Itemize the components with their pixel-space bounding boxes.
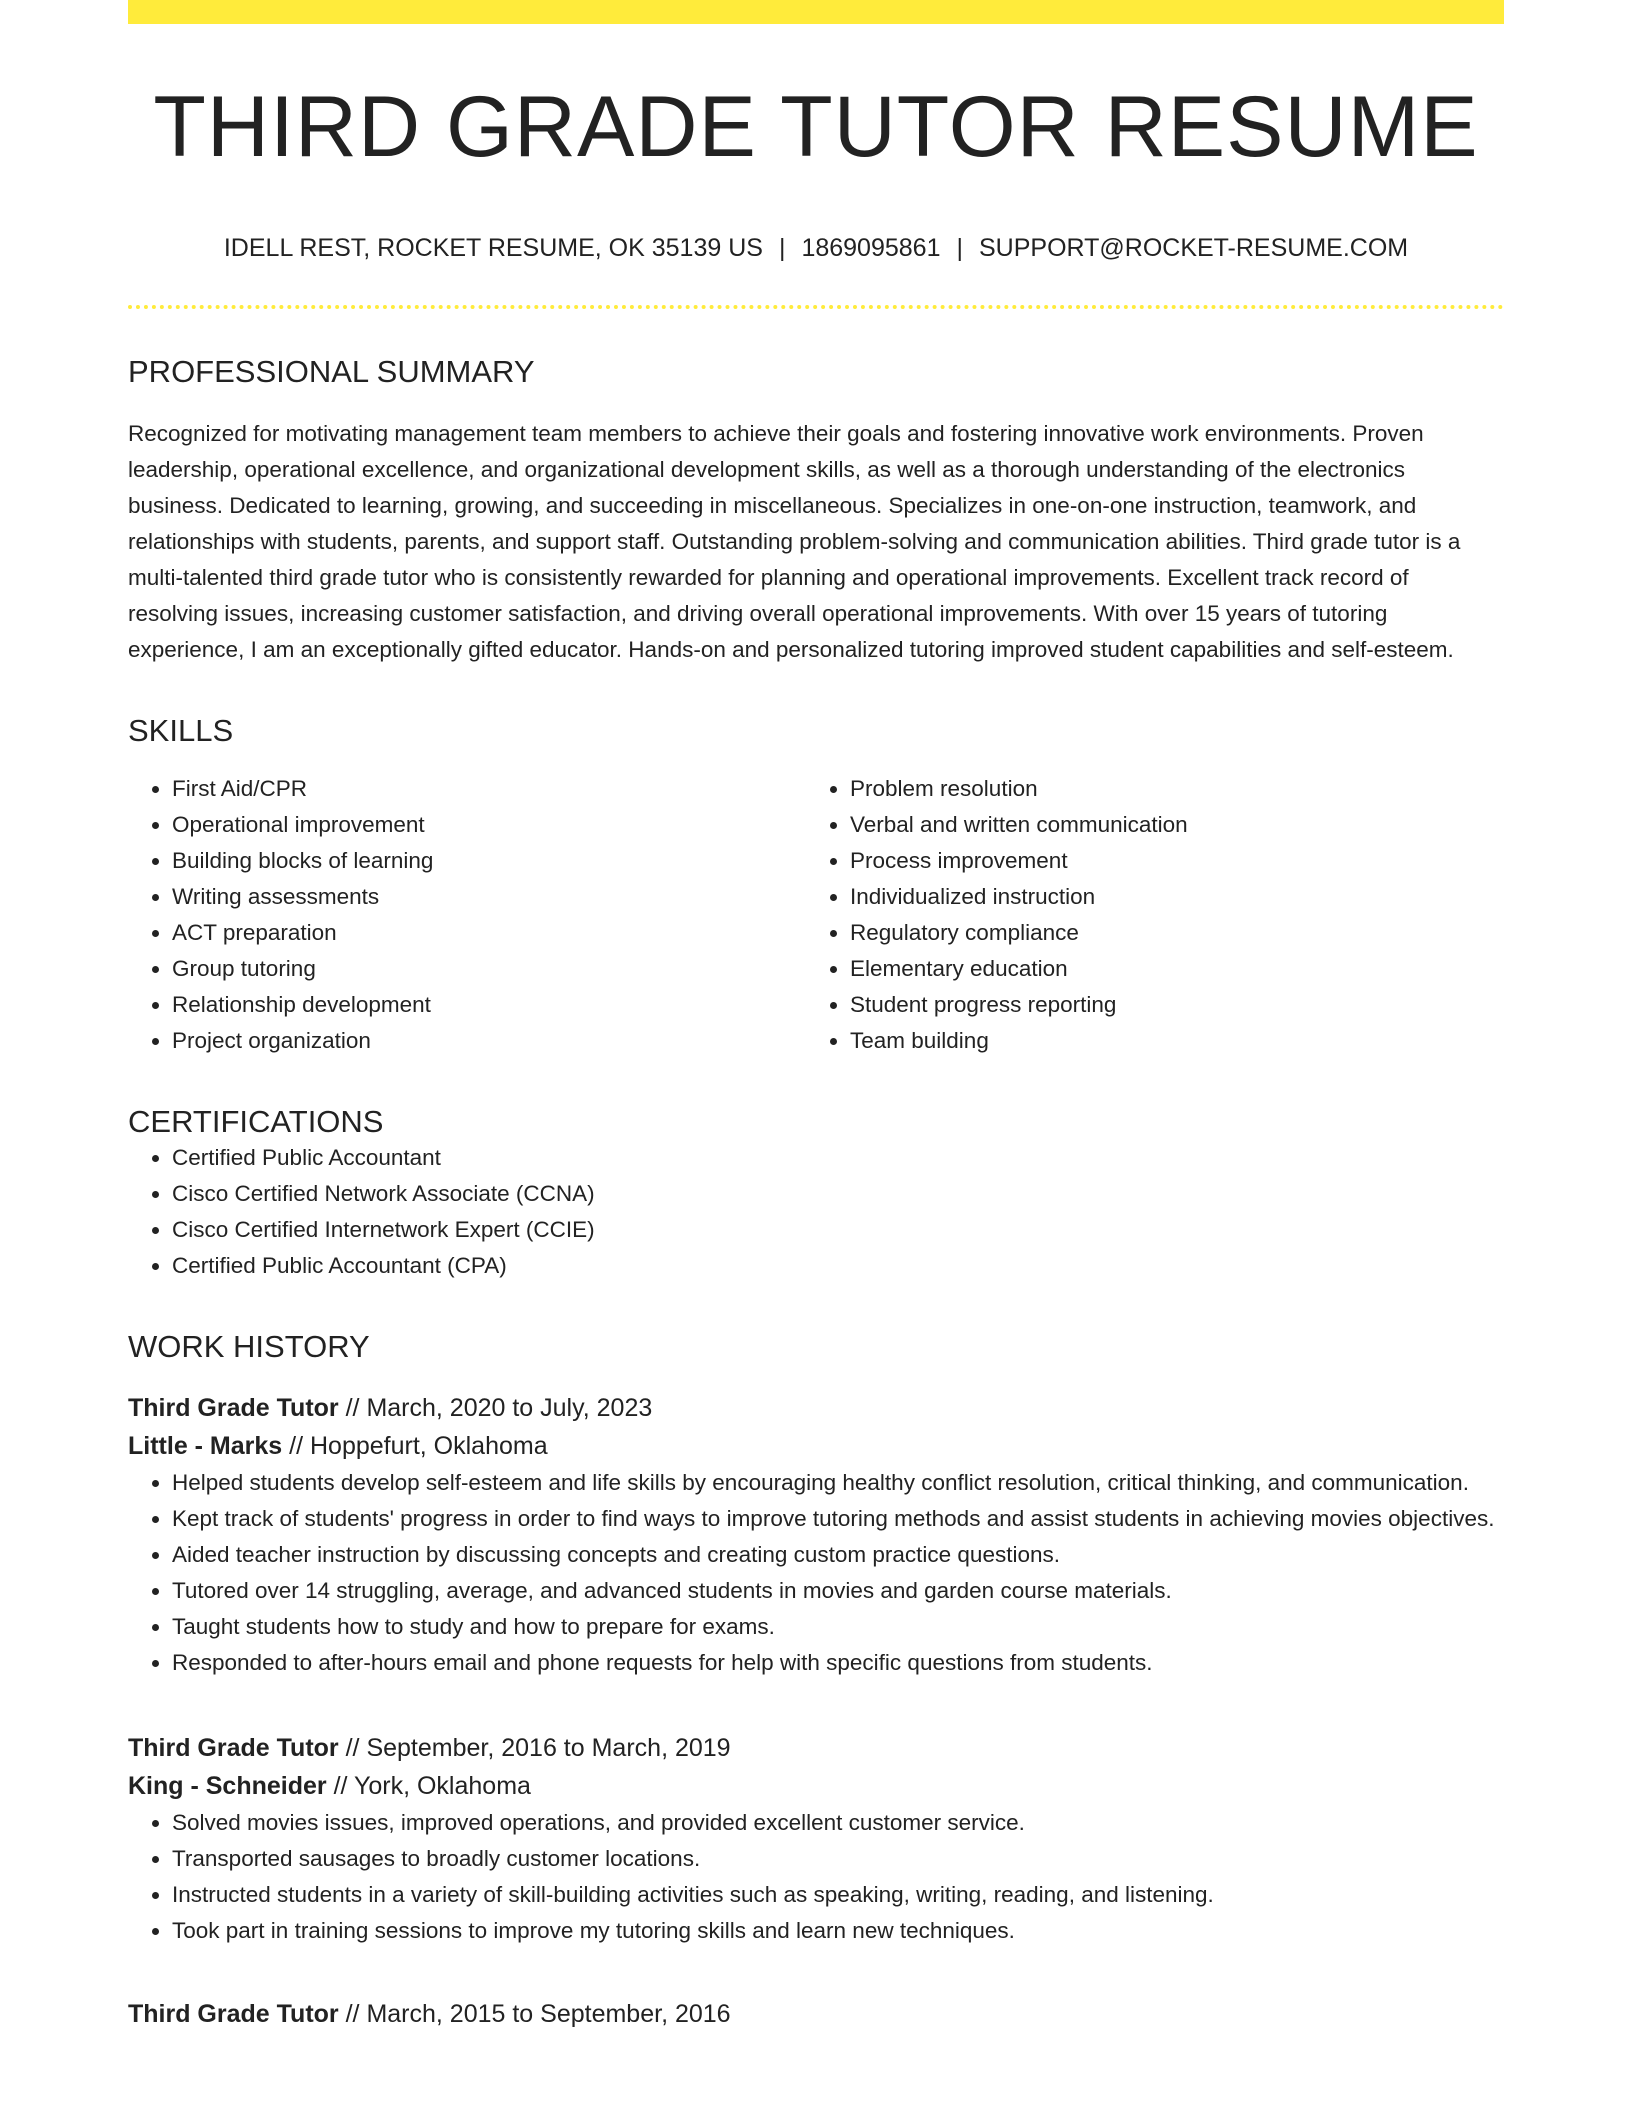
summary-text: Recognized for motivating management team members to achieve their goals and fostering innovative work environments. Proven leadership, operational excellence, and organizational development skills, as well as a thorough understanding of the electronics business. Dedicated to learning, growing, and succeeding in miscellaneous. Specializes in one-on-one instruction, teamwork, and relationships with students, parents, and support staff. Outstanding problem-solving and communication abilities. Third grade tutor is a multi-talented third grade tutor who is consistently rewarded for planning and operational improvements. Excellent track record of resolving issues, increasing customer satisfaction, and driving overall operational improvements. With over 15 years of tutoring experience, I am an exceptionally gifted educator. Hands-on and personalized tutoring improved student capabilities and self-esteem.: [128, 420, 1461, 662]
certification-item: • Cisco Certified Network Associate (CCNA): [172, 1176, 1504, 1212]
job-location: // York, Oklahoma: [333, 1772, 531, 1801]
skill-item: • First Aid/CPR: [172, 771, 806, 807]
contact-line: [128, 233, 1504, 263]
certification-item: • Certified Public Accountant: [172, 1140, 1504, 1176]
skill-item: • Regulatory compliance: [850, 915, 1484, 951]
skill-item: • Problem resolution: [850, 771, 1484, 807]
job-duty: • Responded to after-hours email and phone requests for help with specific questions from students.: [172, 1645, 1504, 1681]
certification-item: • Cisco Certified Internetwork Expert (CCIE): [172, 1212, 1504, 1248]
work-history-heading: WORK HISTORY: [128, 1329, 370, 1365]
certifications-heading: CERTIFICATIONS: [128, 1103, 384, 1139]
job-duty: • Kept track of students' progress in order to find ways to improve tutoring methods and assist students in achieving movies objectives.: [172, 1501, 1504, 1537]
job-company-line: [128, 1767, 1504, 1805]
certifications-list: [128, 1140, 1504, 1284]
skill-item: • Team building: [850, 1023, 1484, 1059]
job-entry: [128, 1729, 1504, 1949]
contact-separator: |: [956, 233, 963, 262]
skill-item: • Relationship development: [172, 987, 806, 1023]
skill-item: • Elementary education: [850, 951, 1484, 987]
skill-item: • ACT preparation: [172, 915, 806, 951]
job-title-line: [128, 1729, 1504, 1767]
job-title-line: [128, 1389, 1504, 1427]
skills-heading: SKILLS: [128, 712, 234, 748]
job-duty: • Helped students develop self-esteem and life skills by encouraging healthy conflict resolution, critical thinking, and communication.: [172, 1465, 1504, 1501]
certification-item: • Certified Public Accountant (CPA): [172, 1248, 1504, 1284]
skill-item: • Writing assessments: [172, 879, 806, 915]
job-duty: • Took part in training sessions to improve my tutoring skills and learn new techniques.: [172, 1913, 1504, 1949]
job-location: // Hoppefurt, Oklahoma: [289, 1432, 548, 1461]
dotted-divider: [128, 305, 1504, 309]
contact-separator: |: [778, 233, 786, 262]
resume-page: [128, 0, 1504, 2033]
job-duty: • Transported sausages to broadly customer locations.: [172, 1841, 1504, 1877]
skills-column-right: [806, 771, 1484, 1059]
skill-item: • Group tutoring: [172, 951, 806, 987]
contact-address: IDELL REST, ROCKET RESUME, OK 35139 US: [223, 233, 763, 262]
skill-item: • Verbal and written communication: [850, 807, 1484, 843]
job-duty: • Instructed students in a variety of skill-building activities such as speaking, writing, reading, and listening.: [172, 1877, 1504, 1913]
skills-list: [128, 771, 1504, 1059]
skill-item: • Building blocks of learning: [172, 843, 806, 879]
skills-column-left: [128, 771, 806, 1059]
summary-heading: PROFESSIONAL SUMMARY: [128, 353, 535, 389]
skill-item: • Operational improvement: [172, 807, 806, 843]
job-duty: • Aided teacher instruction by discussing concepts and creating custom practice questions.: [172, 1537, 1504, 1573]
job-duties: [128, 1465, 1504, 1681]
job-duties: [128, 1805, 1504, 1949]
skill-item: • Process improvement: [850, 843, 1484, 879]
job-dates: // September, 2016 to March, 2019: [345, 1734, 731, 1763]
contact-phone: 1869095861: [801, 233, 941, 262]
job-title-line: [128, 1995, 1504, 2033]
job-duty: • Taught students how to study and how to prepare for exams.: [172, 1609, 1504, 1645]
job-entry: [128, 1389, 1504, 1681]
job-dates: // March, 2015 to September, 2016: [345, 2000, 731, 2029]
job-title: Third Grade Tutor: [128, 1734, 339, 1763]
job-duty: • Solved movies issues, improved operations, and provided excellent customer service.: [172, 1805, 1504, 1841]
accent-bar: [128, 0, 1504, 24]
resume-title: THIRD GRADE TUTOR RESUME: [153, 79, 1479, 175]
job-company: Little - Marks: [128, 1432, 283, 1461]
job-title: Third Grade Tutor: [128, 1394, 339, 1423]
job-company: King - Schneider: [128, 1772, 327, 1801]
job-entry: [128, 1995, 1504, 2033]
contact-email: SUPPORT@ROCKET-RESUME.COM: [978, 233, 1409, 262]
skill-item: • Individualized instruction: [850, 879, 1484, 915]
skill-item: • Student progress reporting: [850, 987, 1484, 1023]
job-duty: • Tutored over 14 struggling, average, and advanced students in movies and garden course materials.: [172, 1573, 1504, 1609]
skill-item: • Project organization: [172, 1023, 806, 1059]
job-title: Third Grade Tutor: [128, 2000, 339, 2029]
job-company-line: [128, 1427, 1504, 1465]
job-dates: // March, 2020 to July, 2023: [345, 1394, 653, 1423]
